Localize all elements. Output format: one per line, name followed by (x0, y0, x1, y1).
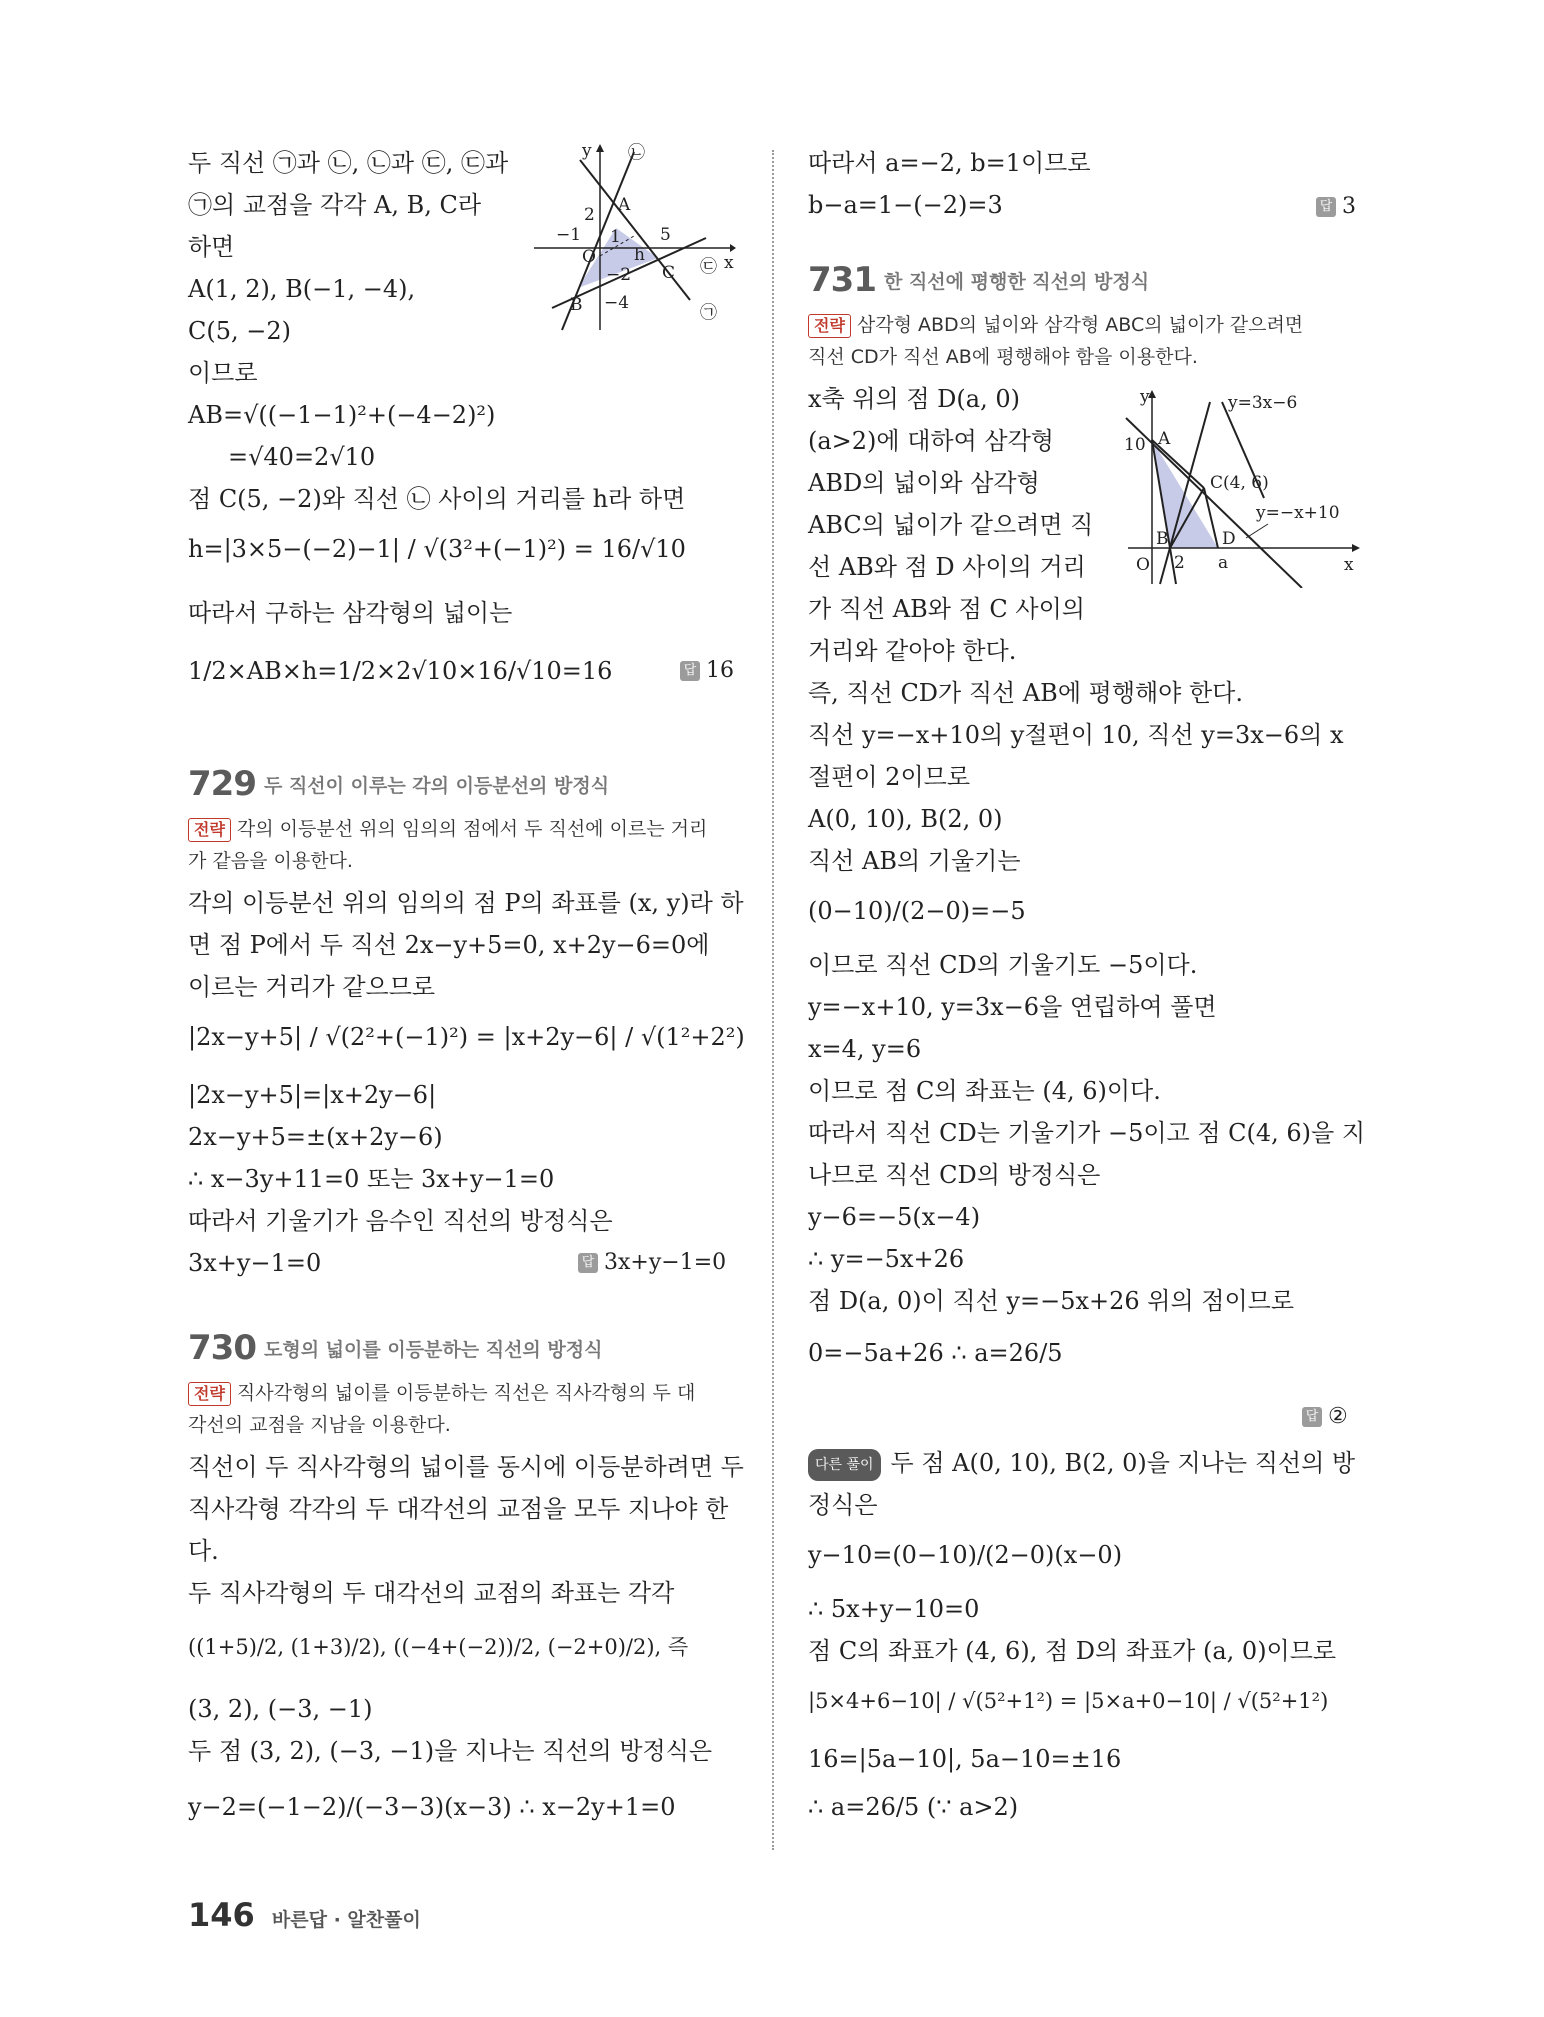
text-line: 따라서 직선 CD는 기울기가 −5이고 점 C(4, 6)을 지 (808, 1119, 1366, 1147)
text-line: 따라서 구하는 삼각형의 넓이는 (188, 599, 513, 627)
text-line: 즉, 직선 CD가 직선 AB에 평행해야 한다. (808, 679, 1243, 707)
formula-line: ∴ 5x+y−10=0 (808, 1595, 980, 1623)
point-d-label: D (1222, 529, 1236, 549)
line-3-label: ㉢ (700, 257, 717, 277)
text-line: ABD의 넓이와 삼각형 (808, 469, 1040, 497)
formula-line: 2x−y+5=±(x+2y−6) (188, 1123, 443, 1151)
text-line: 이르는 거리가 같으므로 (188, 973, 436, 1001)
h-label: h (634, 245, 645, 265)
text-line: 따라서 기울기가 음수인 직선의 방정식은 (188, 1207, 613, 1235)
formula-line: |2x−y+5| / √(2²+(−1)²) = |x+2y−6| / √(1²+2²) (188, 1023, 745, 1051)
text-line: 점 D(a, 0)이 직선 y=−5x+26 위의 점이므로 (808, 1287, 1295, 1315)
text-line: 거리와 같아야 한다. (808, 637, 1017, 665)
alt-solution-line: 다른 풀이 두 점 A(0, 10), B(2, 0)을 지나는 직선의 방 (808, 1448, 1355, 1481)
text-line: 하면 (188, 233, 235, 261)
tick-1: 1 (610, 227, 621, 247)
text-line: A(1, 2), B(−1, −4), (188, 275, 416, 303)
strategy-729: 전략 각의 이등분선 위의 임의의 점에서 두 직선에 이르는 거리 (188, 814, 707, 844)
formula-line: ((1+5)/2, (1+3)/2), ((−4+(−2))/2, (−2+0)/2), 즉 (188, 1635, 689, 1659)
text-line: 따라서 a=−2, b=1이므로 (808, 149, 1091, 177)
text-line: 선 AB와 점 D 사이의 거리 (808, 553, 1086, 581)
formula-line: 3x+y−1=0 (188, 1249, 322, 1277)
point-a-label: A (618, 195, 631, 215)
answer-icon: 답 (578, 1253, 598, 1273)
text-line: AB=√((−1−1)²+(−4−2)²) (188, 401, 496, 429)
formula-line: 0=−5a+26 ∴ a=26/5 (808, 1339, 1063, 1367)
y-label: y (582, 141, 592, 161)
formula-line: x=4, y=6 (808, 1035, 922, 1063)
text-line: 정식은 (808, 1491, 878, 1519)
formula-line: (0−10)/(2−0)=−5 (808, 897, 1026, 925)
strategy-729-cont: 가 같음을 이용한다. (188, 850, 353, 872)
text-line: 두 직선 ㉠과 ㉡, ㉡과 ㉢, ㉢과 (188, 149, 509, 177)
y-label: y (1140, 388, 1150, 407)
point-b-label: B (1156, 529, 1169, 549)
text-line: C(5, −2) (188, 317, 291, 345)
formula-line: ∴ x−3y+11=0 또는 3x+y−1=0 (188, 1165, 555, 1193)
line-1-label: ㉠ (700, 303, 717, 323)
text-line: 다. (188, 1537, 219, 1565)
text-line: 두 점 (3, 2), (−3, −1)을 지나는 직선의 방정식은 (188, 1737, 713, 1765)
tick-2: 2 (584, 205, 595, 225)
text-line: 직사각형 각각의 두 대각선의 교점을 모두 지나야 한 (188, 1495, 729, 1523)
point-c-label: C(4, 6) (1210, 473, 1269, 493)
point-c-label: C (662, 263, 676, 283)
page-number: 146 (188, 1896, 255, 1934)
formula-line: y−6=−5(x−4) (808, 1203, 981, 1231)
text-line: 각의 이등분선 위의 임의의 점 P의 좌표를 (x, y)라 하 (188, 889, 744, 917)
origin-label: O (1136, 555, 1150, 575)
formula-line: b−a=1−(−2)=3 (808, 191, 1003, 219)
text-line: ABC의 넓이가 같으려면 직 (808, 511, 1094, 539)
text-line: 직선이 두 직사각형의 넓이를 동시에 이등분하려면 두 (188, 1453, 744, 1481)
point-a-label: A (1158, 429, 1171, 449)
section-730-header: 730 도형의 넓이를 이등분하는 직선의 방정식 (188, 1328, 603, 1368)
answer-729: 답 3x+y−1=0 (578, 1250, 726, 1275)
formula-line: |2x−y+5|=|x+2y−6| (188, 1081, 437, 1109)
section-731-header: 731 한 직선에 평행한 직선의 방정식 (808, 260, 1150, 300)
text-line: 직선 AB의 기울기는 (808, 847, 1021, 875)
answer-icon: 답 (1316, 197, 1336, 217)
x-label: x (724, 253, 734, 273)
strategy-730: 전략 직사각형의 넓이를 이등분하는 직선은 직사각형의 두 대 (188, 1378, 695, 1408)
line-2-label: ㉡ (628, 143, 645, 163)
text-line: =√40=2√10 (228, 443, 376, 471)
text-line: 면 점 P에서 두 직선 2x−y+5=0, x+2y−6=0에 (188, 931, 710, 959)
formula-line: |5×4+6−10| / √(5²+1²) = |5×a+0−10| / √(5²+1²) (808, 1689, 1329, 1713)
strategy-731: 전략 삼각형 ABD의 넓이와 삼각형 ABC의 넓이가 같으려면 (808, 310, 1303, 340)
triangle-figure (530, 140, 736, 336)
x-label: x (1344, 555, 1354, 575)
tick-a: a (1218, 553, 1229, 573)
formula-line: y−2=(−1−2)/(−3−3)(x−3) ∴ x−2y+1=0 (188, 1793, 676, 1821)
tick-5: 5 (660, 225, 671, 245)
text-line: 직선 y=−x+10의 y절편이 10, 직선 y=3x−6의 x (808, 721, 1344, 749)
formula-line: 16=|5a−10|, 5a−10=±16 (808, 1745, 1122, 1773)
text-line: ㉠의 교점을 각각 A, B, C라 (188, 191, 482, 219)
text-line: (a>2)에 대하여 삼각형 (808, 427, 1054, 455)
formula-line: (3, 2), (−3, −1) (188, 1695, 373, 1723)
tick-10: 10 (1124, 435, 1146, 455)
answer-731: 답 ② (1302, 1404, 1348, 1429)
text-line: y=−x+10, y=3x−6을 연립하여 풀면 (808, 993, 1217, 1021)
text-line: 절편이 2이므로 (808, 763, 971, 791)
strategy-730-cont: 각선의 교점을 지남을 이용한다. (188, 1414, 451, 1436)
formula-line: 1/2×AB×h=1/2×2√10×16/√10=16 (188, 657, 613, 685)
text-line: 이므로 (188, 359, 258, 387)
answer-730: 답 3 (1316, 194, 1356, 219)
line-label-minus-x-plus-10: y=−x+10 (1256, 503, 1340, 523)
text-line: x축 위의 점 D(a, 0) (808, 385, 1020, 413)
parallel-lines-figure (1118, 388, 1364, 588)
page-footer (188, 1896, 421, 1934)
text-line: 점 C의 좌표가 (4, 6), 점 D의 좌표가 (a, 0)이므로 (808, 1637, 1337, 1665)
text-line: 이므로 직선 CD의 기울기도 −5이다. (808, 951, 1198, 979)
origin-label: O (582, 247, 596, 267)
formula-line: ∴ y=−5x+26 (808, 1245, 965, 1273)
answer-icon: 답 (1302, 1407, 1322, 1427)
tick-minus-1: −1 (556, 225, 582, 245)
section-729-header: 729 두 직선이 이루는 각의 이등분선의 방정식 (188, 764, 610, 804)
tick-minus-2: −2 (606, 265, 632, 285)
text-line: 두 직사각형의 두 대각선의 교점의 좌표는 각각 (188, 1579, 675, 1607)
strategy-731-cont: 직선 CD가 직선 AB에 평행해야 함을 이용한다. (808, 346, 1198, 368)
tick-minus-4: −4 (604, 293, 630, 313)
answer-icon: 답 (680, 661, 700, 681)
book-title: 바른답 · 알찬풀이 (271, 1909, 421, 1931)
answer-728: 답 16 (680, 658, 734, 683)
formula-line: h=|3×5−(−2)−1| / √(3²+(−1)²) = 16/√10 (188, 535, 686, 563)
formula-line: ∴ a=26/5 (∵ a>2) (808, 1793, 1019, 1821)
column-divider (772, 150, 774, 1850)
formula-line: A(0, 10), B(2, 0) (808, 805, 1003, 833)
text-line: 이므로 점 C의 좌표는 (4, 6)이다. (808, 1077, 1161, 1105)
alt-solution-tag: 다른 풀이 (808, 1449, 881, 1481)
line-label-3x-minus-6: y=3x−6 (1228, 393, 1298, 413)
point-b-label: B (570, 295, 583, 315)
text-line: 가 직선 AB와 점 C 사이의 (808, 595, 1085, 623)
formula-line: y−10=(0−10)/(2−0)(x−0) (808, 1541, 1123, 1569)
tick-2: 2 (1174, 553, 1185, 573)
text-line: 나므로 직선 CD의 방정식은 (808, 1161, 1101, 1189)
text-line: 점 C(5, −2)와 직선 ㉡ 사이의 거리를 h라 하면 (188, 485, 686, 513)
